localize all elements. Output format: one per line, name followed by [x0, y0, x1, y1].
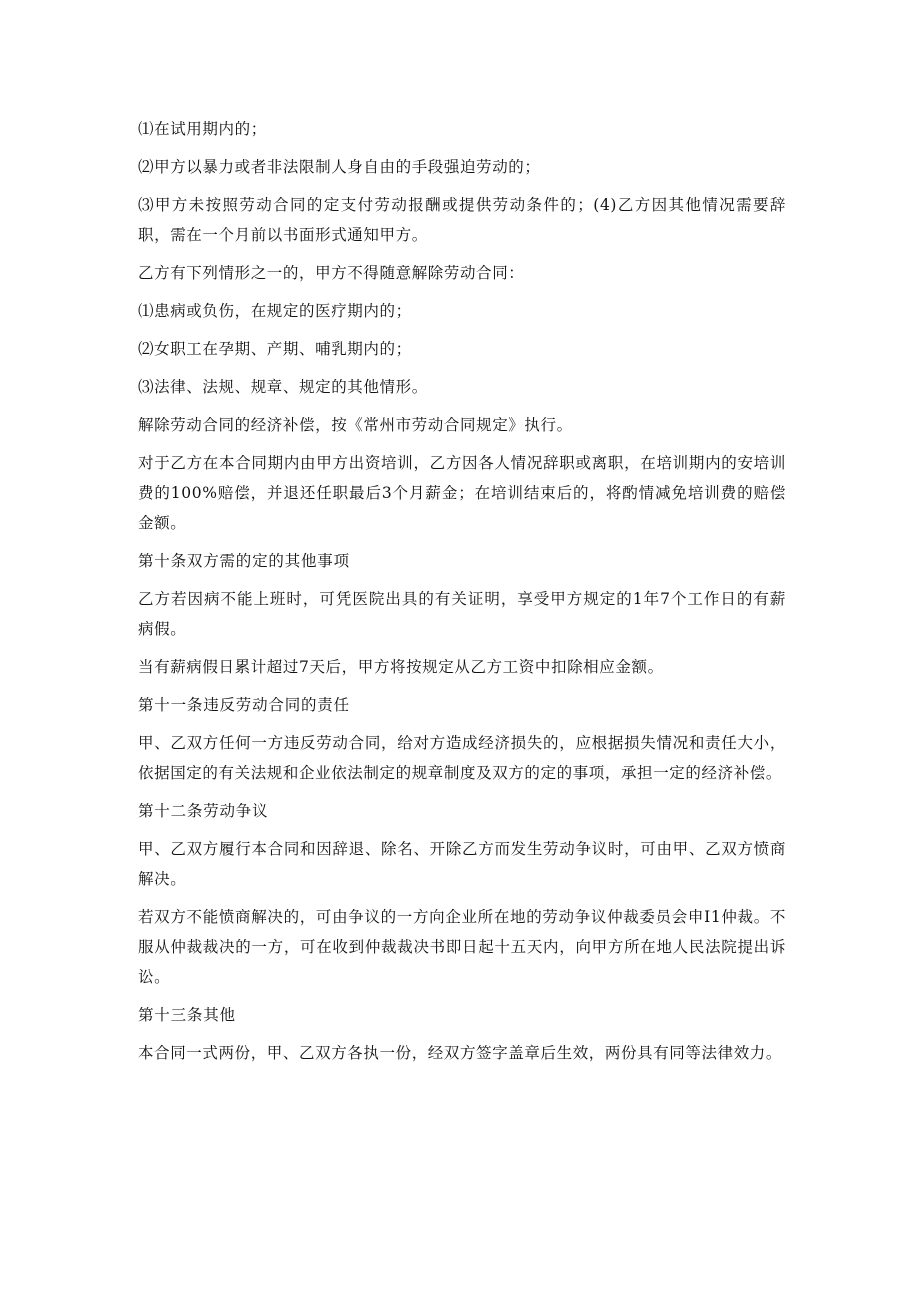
clause-item: ⑵女职工在孕期、产期、哺乳期内的；	[138, 340, 412, 358]
document-body	[138, 114, 786, 1076]
article-heading: 第十条双方需的定的其他事项	[138, 552, 350, 570]
clause-item: ⑶甲方未按照劳动合同的定支付劳动报酬或提供劳动条件的；(4)乙方因其他情况需要辞职，需在一个月前以书面形式通知甲方。	[138, 196, 786, 244]
article-heading: 第十三条其他	[138, 1006, 236, 1024]
paragraph: 乙方若因病不能上班时，可凭医院出具的有关证明，享受甲方规定的1年7个工作日的有薪病假。	[138, 590, 786, 638]
paragraph: 当有薪病假日累计超过7天后，甲方将按规定从乙方工资中扣除相应金额。	[138, 658, 664, 676]
clause-item: ⑶法律、法规、规章、规定的其他情形。	[138, 378, 428, 396]
paragraph: 甲、乙双方任何一方违反劳动合同，给对方造成经济损失的，应根据损失情况和责任大小，依据国定的有关法规和企业依法制定的规章制度及双方的定的事项，承担一定的经济补偿。	[138, 734, 786, 782]
article-heading: 第十一条违反劳动合同的责任	[138, 696, 350, 714]
clause-item: ⑴在试用期内的；	[138, 120, 267, 138]
clause-item: ⑵甲方以暴力或者非法限制人身自由的手段强迫劳动的；	[138, 158, 541, 176]
paragraph: 乙方有下列情形之一的，甲方不得随意解除劳动合同：	[138, 264, 525, 282]
paragraph: 解除劳动合同的经济补偿，按《常州市劳动合同规定》执行。	[138, 416, 573, 434]
paragraph: 对于乙方在本合同期内由甲方出资培训，乙方因各人情况辞职或离职，在培训期内的安培训费的100%赔偿，并退还任职最后3个月薪金；在培训结束后的，将酌情减免培训费的赔偿金额。	[138, 454, 786, 532]
clause-item: ⑴患病或负伤，在规定的医疗期内的；	[138, 302, 412, 320]
paragraph: 本合同一式两份，甲、乙双方各执一份，经双方签字盖章后生效，两份具有同等法律效力。	[138, 1044, 783, 1062]
paragraph: 甲、乙双方履行本合同和因辞退、除名、开除乙方而发生劳动争议时，可由甲、乙双方愤商解决。	[138, 840, 786, 888]
article-heading: 第十二条劳动争议	[138, 802, 269, 820]
paragraph: 若双方不能愤商解决的，可由争议的一方向企业所在地的劳动争议仲裁委员会申I1仲裁。不服从仲裁裁决的一方，可在收到仲裁裁决书即日起十五天内，向甲方所在地人民法院提出诉讼。	[138, 908, 786, 986]
